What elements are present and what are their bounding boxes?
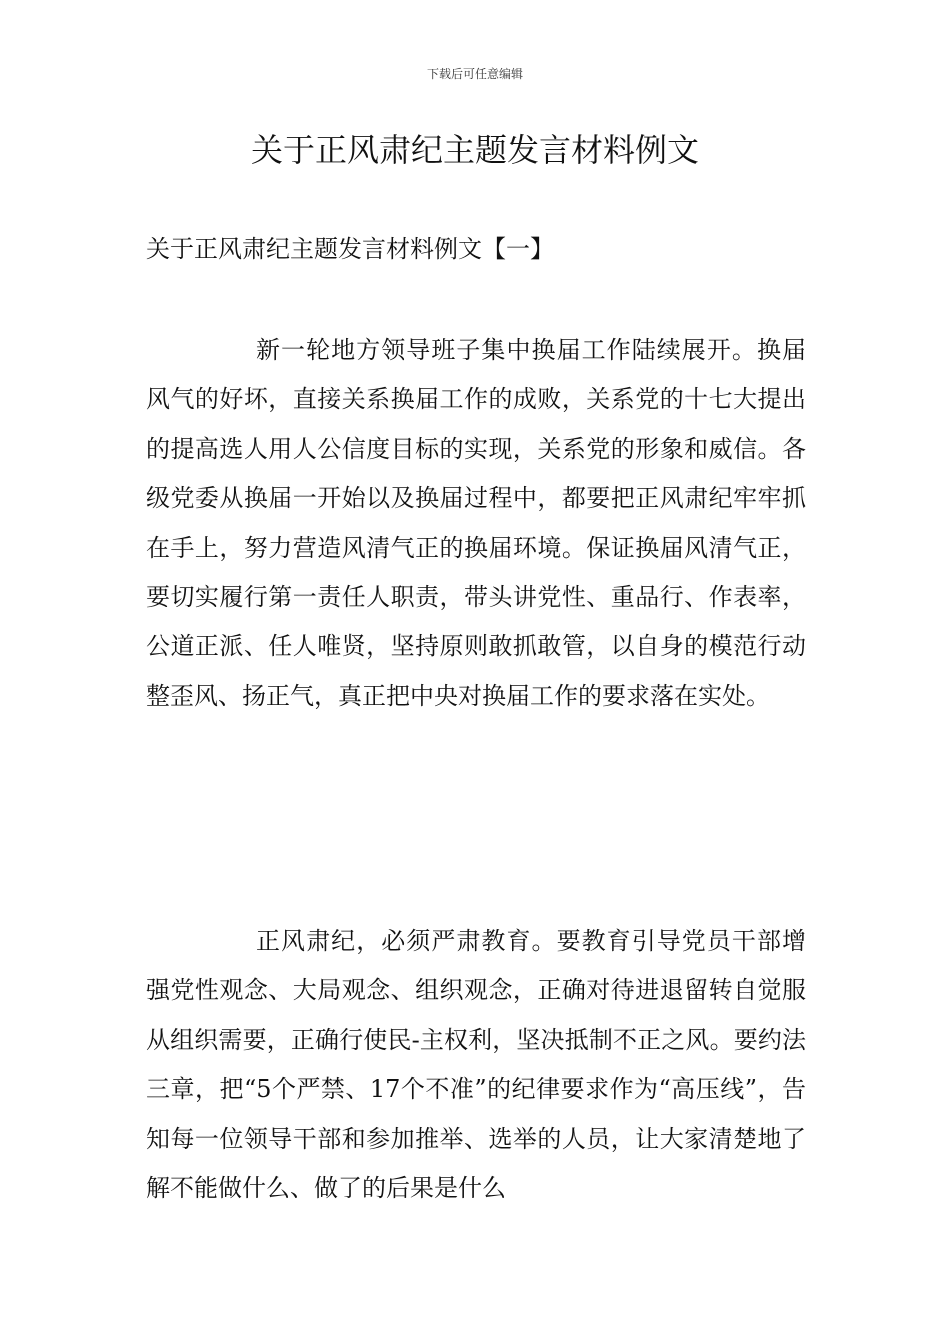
document-title: 关于正风肃纪主题发言材料例文 bbox=[250, 131, 699, 169]
header-note: 下载后可任意编辑 bbox=[426, 67, 523, 81]
paragraph-1: 新一轮地方领导班子集中换届工作陆续展开。换届风气的好坏，直接关系换届工作的成败，关系党的十七大提出的提高选人用人公信度目标的实现，关系党的形象和威信。各级党委从换届一开始以及换届过程中，都要把正风肃纪牢牢抓在手上，努力营造风清气正的换届环境。保证换届风清气正，要切实履行第一责任人职责，带头讲党性、重品行、作表率，公道正派、任人唯贤，坚持原则敢抓敢管，以自身的模范行动整歪风、扬正气，真正把中央对换届工作的要求落在实处。 bbox=[146, 336, 806, 710]
paragraph-2: 正风肃纪，必须严肃教育。要教育引导党员干部增强党性观念、大局观念、组织观念，正确对待进退留转自觉服从组织需要，正确行使民-主权利，坚决抵制不正之风。要约法三章，把“5个严禁、17个不准”的纪律要求作为“高压线”，告知每一位领导干部和参加推举、选举的人员，让大家清楚地了解不能做什么、做了的后果是什么 bbox=[146, 927, 806, 1203]
section-heading: 关于正风肃纪主题发言材料例文【一】 bbox=[146, 235, 554, 263]
